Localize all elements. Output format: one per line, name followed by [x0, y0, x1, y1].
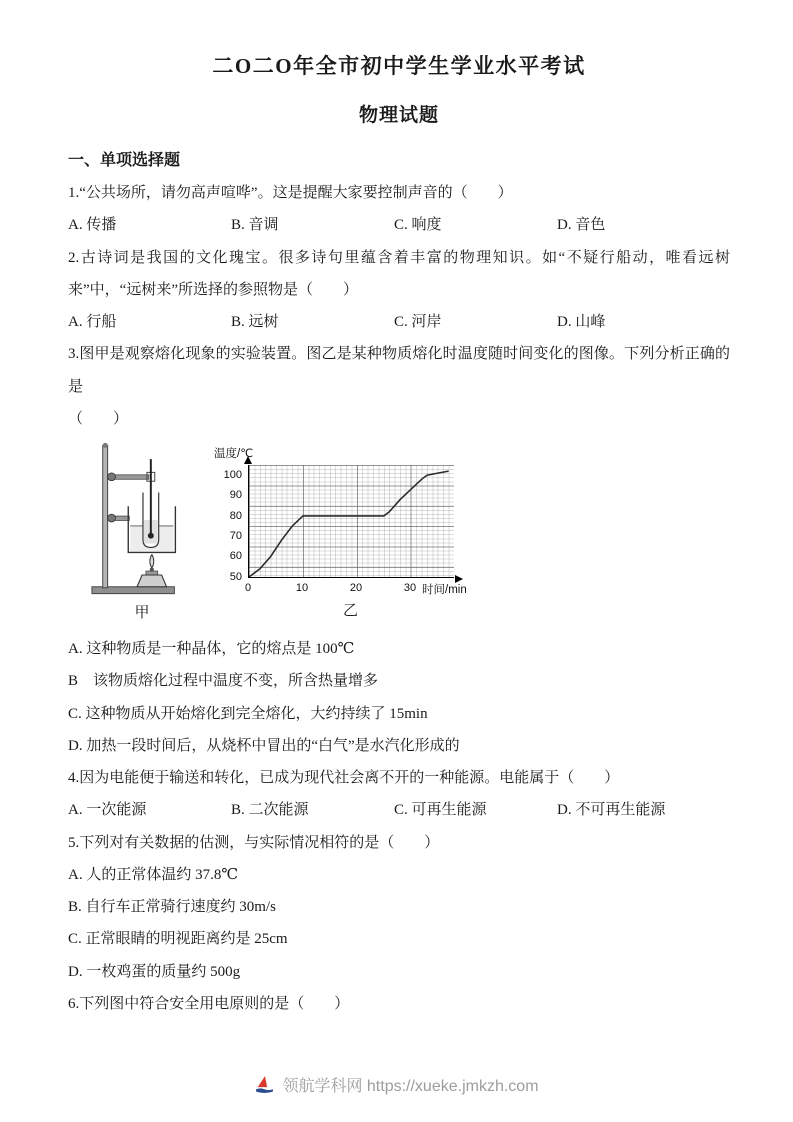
y-tick: 60 [229, 550, 242, 562]
upper-clamp [108, 472, 155, 481]
x-tick: 0 [244, 582, 252, 594]
x-axis-label: 时间/min [422, 584, 467, 596]
apparatus-caption: 甲 [134, 605, 150, 621]
y-tick: 70 [229, 530, 242, 542]
question-2-text: 2.古诗词是我国的文化瑰宝。很多诗句里蕴含着丰富的物理知识。如“不疑行船动，唯看远树来”中，“远树来”所选择的参照物是（ ） [68, 249, 730, 298]
lower-clamp [108, 514, 130, 522]
exam-subtitle: 物理试题 [358, 105, 439, 126]
exam-title: 二O二O年全市初中学生学业水平考试 [212, 54, 586, 78]
exam-content [68, 50, 730, 1020]
question-5-option-c: C. 正常眼睛的明视距离约是 25cm [68, 931, 288, 948]
question-5-text: 5.下列对有关数据的估测，与实际情况相符的是（ ） [68, 834, 440, 851]
question-3-option-c: C. 这种物质从开始熔化到完全熔化，大约持续了 15min [68, 705, 428, 722]
option-label: A. 行船 [68, 314, 117, 330]
y-tick: 80 [229, 510, 242, 522]
question-3-option-b: B 该物质熔化过程中温度不变，所含热量增多 [68, 673, 379, 690]
question-5-option-b: B. 自行车正常骑行速度约 30m/s [68, 899, 276, 915]
x-tick: 10 [295, 582, 309, 594]
question-4-options [68, 794, 730, 826]
question-5-option-d: D. 一枚鸡蛋的质量约 500g [68, 963, 241, 980]
melting-curve-svg [249, 465, 454, 577]
option-label: D. 山峰 [557, 314, 606, 330]
section-heading: 一、单项选择题 [68, 152, 181, 169]
question-3-figure [88, 441, 730, 625]
melting-curve [249, 471, 449, 577]
site-logo-icon [254, 1074, 275, 1095]
option-label: A. 传播 [68, 217, 117, 234]
question-3-option-a: A. 这种物质是一种晶体，它的熔点是 100℃ [68, 641, 355, 657]
question-1-text: 1.“公共场所，请勿高声喧哗”。这是提醒大家要控制声音的（ ） [68, 185, 513, 201]
question-3-option-d: D. 加热一段时间后，从烧杯中冒出的“白气”是水汽化形成的 [68, 737, 460, 754]
alcohol-lamp [137, 554, 166, 586]
y-tick: 50 [229, 571, 242, 583]
question-5-option-a: A. 人的正常体温约 37.8℃ [68, 866, 239, 883]
option-label: B. 音调 [231, 217, 279, 234]
option-label: C. 可再生能源 [394, 802, 487, 819]
x-tick: 30 [403, 582, 417, 594]
melting-apparatus-illustration [88, 441, 196, 599]
question-4-text: 4.因为电能便于输送和转化，已成为现代社会离不开的一种能源。电能属于（ ） [68, 770, 620, 786]
y-tick: 100 [223, 469, 242, 481]
y-axis-label: 温度/℃ [214, 448, 254, 460]
x-tick: 20 [349, 582, 363, 594]
question-3-text: 3.图甲是观察熔化现象的实验装置。图乙是某种物质熔化时温度随时间变化的图像。下列分析正确的是 [68, 346, 730, 395]
footer-watermark-text: 领航学科网 https://xueke.jmkzh.com [282, 1078, 539, 1095]
site-footer [0, 1073, 793, 1096]
option-label: B. 二次能源 [231, 802, 309, 819]
option-label: C. 响度 [394, 217, 442, 234]
option-label: B. 远树 [231, 314, 279, 330]
graph-caption: 乙 [342, 603, 358, 619]
option-label: D. 不可再生能源 [557, 802, 666, 819]
question-2-options [68, 306, 730, 338]
y-axis-arrow-icon [244, 456, 252, 464]
question-1-options [68, 209, 730, 241]
option-label: D. 音色 [557, 217, 606, 234]
apparatus-figure [88, 441, 196, 624]
question-6-text: 6.下列图中符合安全用电原则的是（ ） [68, 995, 350, 1012]
option-label: C. 河岸 [394, 314, 442, 330]
plot-area [248, 465, 454, 578]
melting-graph [206, 441, 496, 625]
option-label: A. 一次能源 [68, 802, 147, 819]
stand-rod [103, 443, 108, 588]
y-tick: 90 [229, 489, 242, 501]
question-3-text-cont: （ ） [68, 410, 129, 427]
